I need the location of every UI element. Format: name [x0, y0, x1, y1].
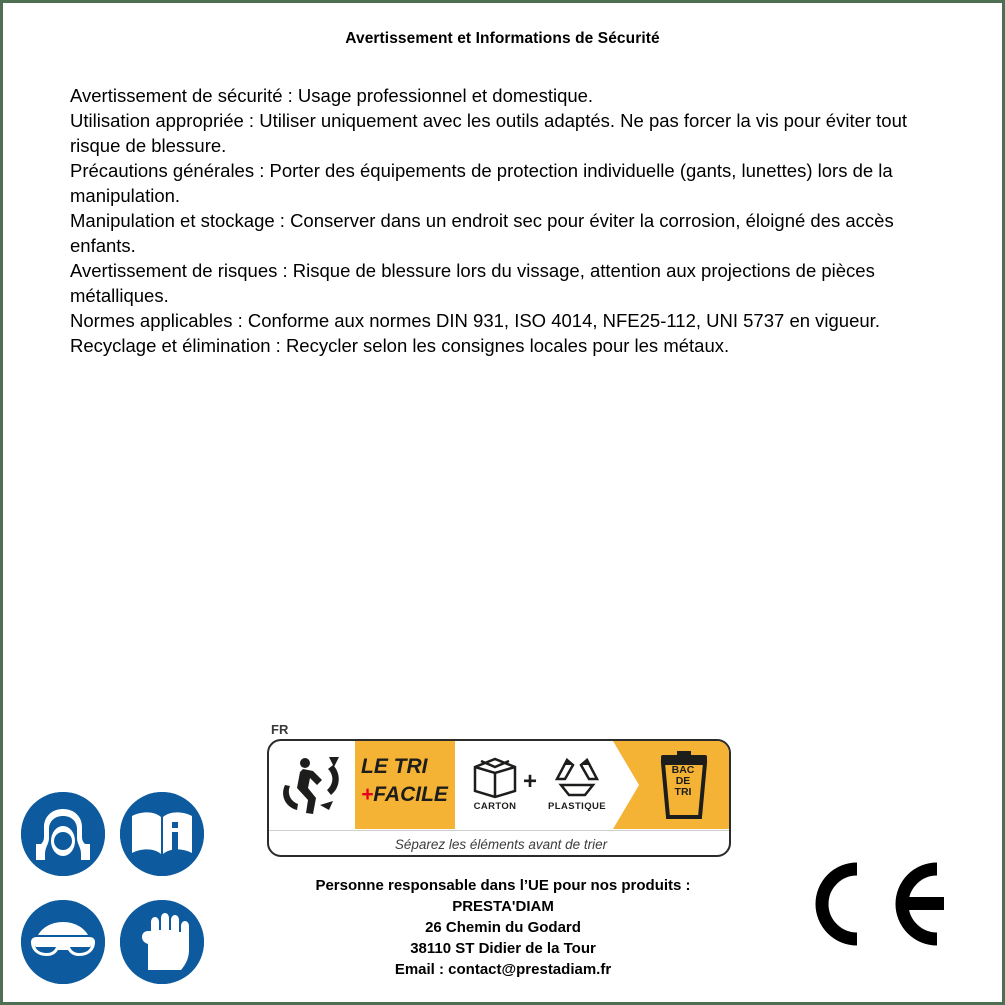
responsible-heading: [203, 875, 803, 896]
triman-slogan-plus: +: [361, 783, 374, 806]
carton-caption: CARTON: [473, 801, 517, 812]
triman-item-plastique: [541, 751, 613, 812]
paragraph-safety-warning: Avertissement de sécurité : Usage professionnel et domestique.: [70, 85, 594, 106]
paragraph-appropriate-use: Utilisation appropriée : Utiliser uniquement avec les outils adaptés. Ne pas forcer la vis pour éviter tout risque de blessure.: [70, 110, 908, 156]
plastique-caption: PLASTIQUE: [548, 801, 606, 812]
paragraph-recycling: Recyclage et élimination : Recycler selon les consignes locales pour les métaux.: [70, 335, 730, 356]
triman-bin: [647, 749, 721, 826]
triman-slogan: [361, 753, 453, 809]
responsible-city: 38110 ST Didier de la Tour: [410, 940, 596, 957]
ce-mark: [802, 859, 947, 949]
triman-bin-label-line2: DE: [675, 775, 691, 787]
plastique-icon: [541, 751, 613, 799]
triman-slogan-line1: LE TRI: [361, 755, 428, 778]
responsible-street: 26 Chemin du Godard: [425, 919, 581, 936]
paragraph-handling-storage: Manipulation et stockage : Conserver dans un endroit sec pour éviter la corrosion, éloigné des accès enfants.: [70, 210, 894, 256]
paragraph-risk-warning: Avertissement de risques : Risque de blessure lors du vissage, attention aux projections de pièces métalliques.: [70, 260, 875, 306]
triman-item-carton: [459, 751, 531, 812]
page-title: Avertissement et Informations de Sécurité: [345, 30, 660, 47]
triman-footer-text: Séparez les éléments avant de trier: [269, 830, 731, 857]
triman-arrow-shape: [613, 741, 639, 829]
hand-protection-icon: [120, 900, 204, 984]
paragraph-general-precautions: Précautions générales : Porter des équipements de protection individuelle (gants, lunettes) lors de la manipulation.: [70, 160, 893, 206]
triman-language-tag: FR: [271, 722, 289, 737]
triman-slogan-line2: FACILE: [373, 783, 448, 806]
triman-logo-icon: [275, 749, 351, 821]
triman-recycling-label: [267, 722, 735, 859]
ear-protection-icon: [21, 792, 105, 876]
carton-icon: [459, 751, 531, 799]
eye-protection-icon: [21, 900, 105, 984]
triman-separator: +: [523, 768, 538, 795]
responsible-person-block: [203, 875, 803, 980]
responsible-heading-suffix: pour nos produits :: [548, 877, 691, 894]
triman-bin-label-line3: TRI: [674, 786, 692, 798]
responsible-heading-prefix: Personne responsable dans l’: [315, 877, 529, 894]
triman-bin-label: [661, 765, 705, 798]
responsible-company: PRESTA'DIAM: [452, 898, 554, 915]
triman-bin-label-line1: BAC: [671, 764, 695, 776]
paragraph-standards: Normes applicables : Conforme aux normes DIN 931, ISO 4014, NFE25-112, UNI 5737 en vigueur.: [70, 310, 880, 331]
responsible-email: Email : contact@prestadiam.fr: [394, 961, 612, 978]
responsible-heading-bold: UE: [528, 877, 549, 894]
read-manual-icon: [120, 792, 204, 876]
triman-box: [267, 739, 731, 857]
safety-text-block: [70, 83, 960, 358]
